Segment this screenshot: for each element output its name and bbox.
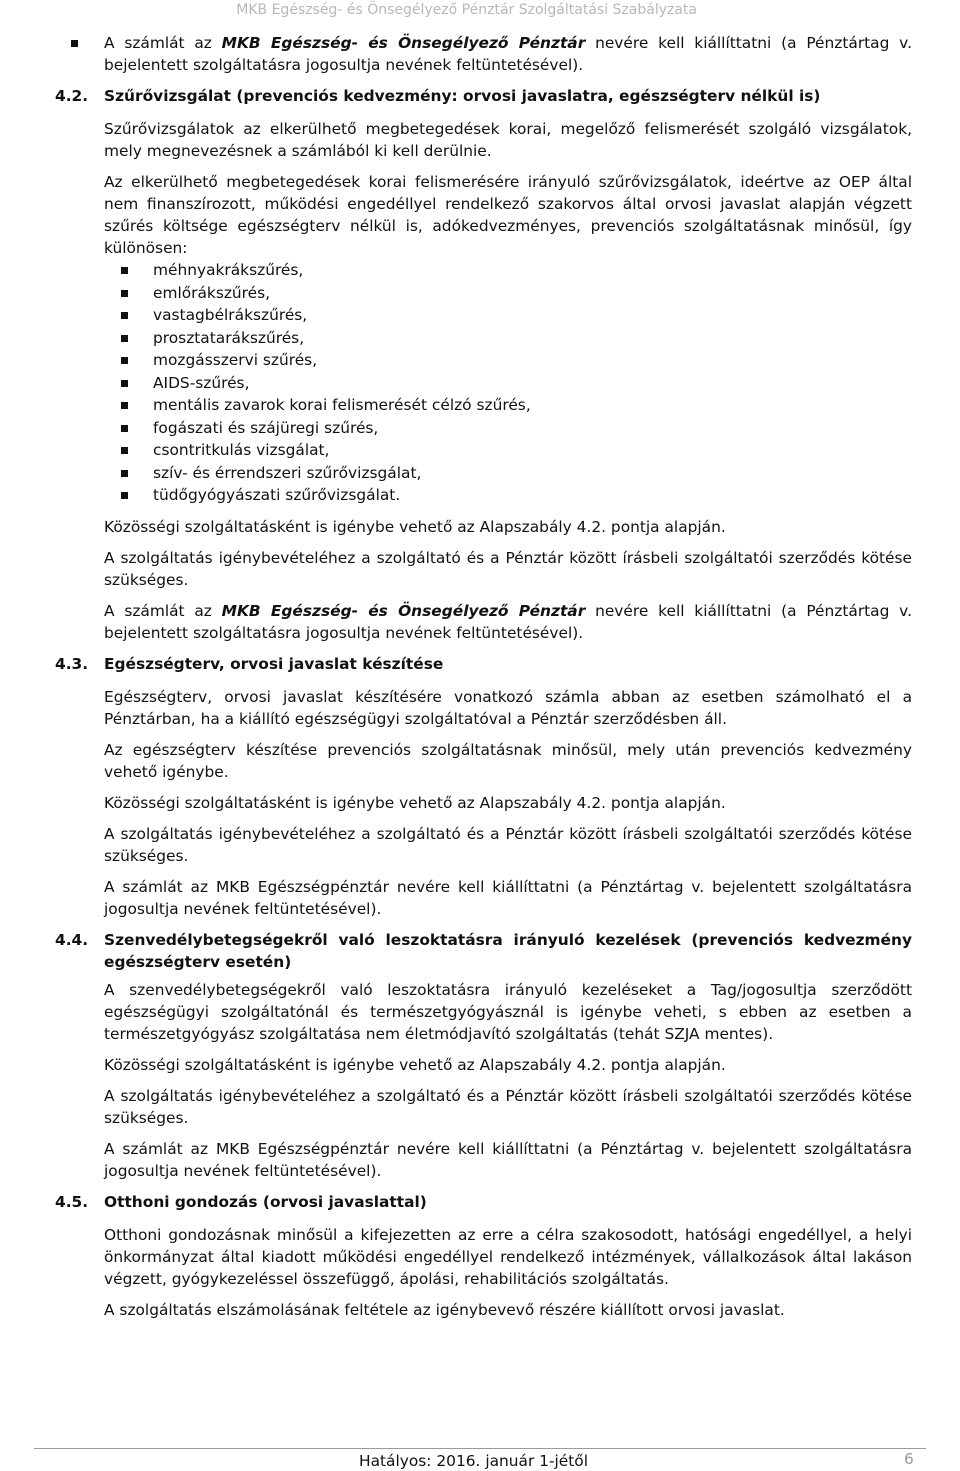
paragraph: Egészségterv, orvosi javaslat készítésére vonatkozó számla abban az esetben számolható el a Pénztárban, ha a kiállító egészségügyi szolgáltatóval a Pénztár szerződésben áll. xyxy=(104,687,912,728)
paragraph: Szűrővizsgálatok az elkerülhető megbetegedések korai, megelőző felismerését szolgáló vizsgálatok, mely megnevezésnek a számlából ki kell derülnie. xyxy=(104,120,912,160)
square-bullet-icon xyxy=(121,470,128,477)
list-item: AIDS-szűrés, xyxy=(153,372,912,395)
paragraph: Az elkerülhető megbetegedések korai felismerésére irányuló szűrővizsgálatok, ideértve az OEP által nem finanszírozott, működési engedéllyel rendelkező szakorvos által orvosi javaslat alapján végzett szűrés költsége egészségterv nélkül is, adókedvezményes, prevenciós szolgáltatásnak minősül, így különösen: xyxy=(104,173,912,257)
section-title: Szenvedélybetegségekről való leszoktatásra irányuló kezelések (prevenciós kedvezmény egészségterv esetén) xyxy=(104,930,912,971)
fund-name-emphasis: MKB Egészség- és Önsegélyező Pénztár xyxy=(221,601,586,620)
section-title: Egészségterv, orvosi javaslat készítése xyxy=(104,654,444,673)
footer-effective-date: Hatályos: 2016. január 1-jétől xyxy=(359,1452,589,1470)
section-number: 4.5. xyxy=(55,1192,89,1211)
list-item: fogászati és szájüregi szűrés, xyxy=(153,417,912,440)
square-bullet-icon xyxy=(121,447,128,454)
list-item: méhnyakrákszűrés, xyxy=(153,259,912,282)
paragraph: Közösségi szolgáltatásként is igénybe vehető az Alapszabály 4.2. pontja alapján. xyxy=(104,793,726,812)
square-bullet-icon xyxy=(71,40,78,47)
list-item: csontritkulás vizsgálat, xyxy=(153,439,912,462)
paragraph: Az egészségterv készítése prevenciós szolgáltatásnak minősül, mely után prevenciós kedvezmény vehető igénybe. xyxy=(104,740,912,781)
list-item: mozgásszervi szűrés, xyxy=(153,349,912,372)
square-bullet-icon xyxy=(121,267,128,274)
paragraph: A szolgáltatás igénybevételéhez a szolgáltató és a Pénztár között írásbeli szolgáltatói szerződés kötése szükséges. xyxy=(104,548,912,589)
page-number: 6 xyxy=(904,1450,914,1468)
section-heading-4-3 xyxy=(55,653,912,675)
square-bullet-icon xyxy=(121,312,128,319)
intro-invoice-paragraph: A számlát az MKB Egészség- és Önsegélyező Pénztár nevére kell kiállíttatni (a Pénztártag v. bejelentett szolgáltatásra jogosultja nevének feltüntetésével). xyxy=(104,32,912,76)
document-body xyxy=(55,32,912,1330)
square-bullet-icon xyxy=(121,402,128,409)
list-item: tüdőgyógyászati szűrővizsgálat. xyxy=(153,484,912,507)
square-bullet-icon xyxy=(121,380,128,387)
list-item: vastagbélrákszűrés, xyxy=(153,304,912,327)
screening-list xyxy=(55,259,912,507)
section-heading-4-4 xyxy=(55,929,912,973)
invoice-paragraph: A számlát az MKB Egészség- és Önsegélyező Pénztár nevére kell kiállíttatni (a Pénztártag v. bejelentett szolgáltatásra jogosultja nevének feltüntetésével). xyxy=(104,601,912,642)
square-bullet-icon xyxy=(121,492,128,499)
paragraph: A számlát az MKB Egészségpénztár nevére kell kiállíttatni (a Pénztártag v. bejelentett szolgáltatásra jogosultja nevének feltüntetésével). xyxy=(104,877,912,918)
section-heading-4-5 xyxy=(55,1191,912,1213)
paragraph: Közösségi szolgáltatásként is igénybe vehető az Alapszabály 4.2. pontja alapján. xyxy=(104,1055,726,1074)
fund-name-emphasis: MKB Egészség- és Önsegélyező Pénztár xyxy=(221,34,586,52)
square-bullet-icon xyxy=(121,335,128,342)
document-header-title: MKB Egészség- és Önsegélyező Pénztár Szolgáltatási Szabályzata xyxy=(236,2,697,18)
section-number: 4.2. xyxy=(55,87,89,105)
section-title: Szűrővizsgálat (prevenciós kedvezmény: orvosi javaslatra, egészségterv nélkül is) xyxy=(104,87,821,105)
list-item: szív- és érrendszeri szűrővizsgálat, xyxy=(153,462,912,485)
paragraph: A szolgáltatás elszámolásának feltétele az igénybevevő részére kiállított orvosi javaslat. xyxy=(104,1300,785,1319)
paragraph: A szenvedélybetegségekről való leszoktatásra irányuló kezeléseket a Tag/jogosultja szerződött egészségügyi szolgáltatónál és természetgyógyásznál is igénybe veheti, s ebben az esetben a természetgyógyász szolgáltatása nem életmódjavító szolgáltatás (tehát SZJA mentes). xyxy=(104,980,912,1043)
paragraph: Közösségi szolgáltatásként is igénybe vehető az Alapszabály 4.2. pontja alapján. xyxy=(104,517,726,536)
list-item: prosztatarákszűrés, xyxy=(153,327,912,350)
footer-divider xyxy=(34,1448,926,1449)
list-item: emlőrákszűrés, xyxy=(153,282,912,305)
list-item: mentális zavarok korai felismerését célzó szűrés, xyxy=(153,394,912,417)
paragraph: A szolgáltatás igénybevételéhez a szolgáltató és a Pénztár között írásbeli szolgáltatói szerződés kötése szükséges. xyxy=(104,824,912,865)
section-heading-4-2 xyxy=(55,85,912,107)
section-number: 4.4. xyxy=(55,930,89,949)
paragraph: Otthoni gondozásnak minősül a kifejezetten az erre a célra szakosodott, hatósági engedéllyel, a helyi önkormányzat által kiadott működési engedéllyel rendelkező intézmények, vállalkozások által lakáson végzett, gyógykezeléssel összefüggő, ápolási, rehabilitációs szolgáltatás. xyxy=(104,1225,912,1288)
square-bullet-icon xyxy=(121,290,128,297)
square-bullet-icon xyxy=(121,357,128,364)
paragraph: A számlát az MKB Egészségpénztár nevére kell kiállíttatni (a Pénztártag v. bejelentett szolgáltatásra jogosultja nevének feltüntetésével). xyxy=(104,1139,912,1180)
paragraph: A szolgáltatás igénybevételéhez a szolgáltató és a Pénztár között írásbeli szolgáltatói szerződés kötése szükséges. xyxy=(104,1086,912,1127)
section-number: 4.3. xyxy=(55,654,89,673)
section-title: Otthoni gondozás (orvosi javaslattal) xyxy=(104,1192,427,1211)
square-bullet-icon xyxy=(121,425,128,432)
